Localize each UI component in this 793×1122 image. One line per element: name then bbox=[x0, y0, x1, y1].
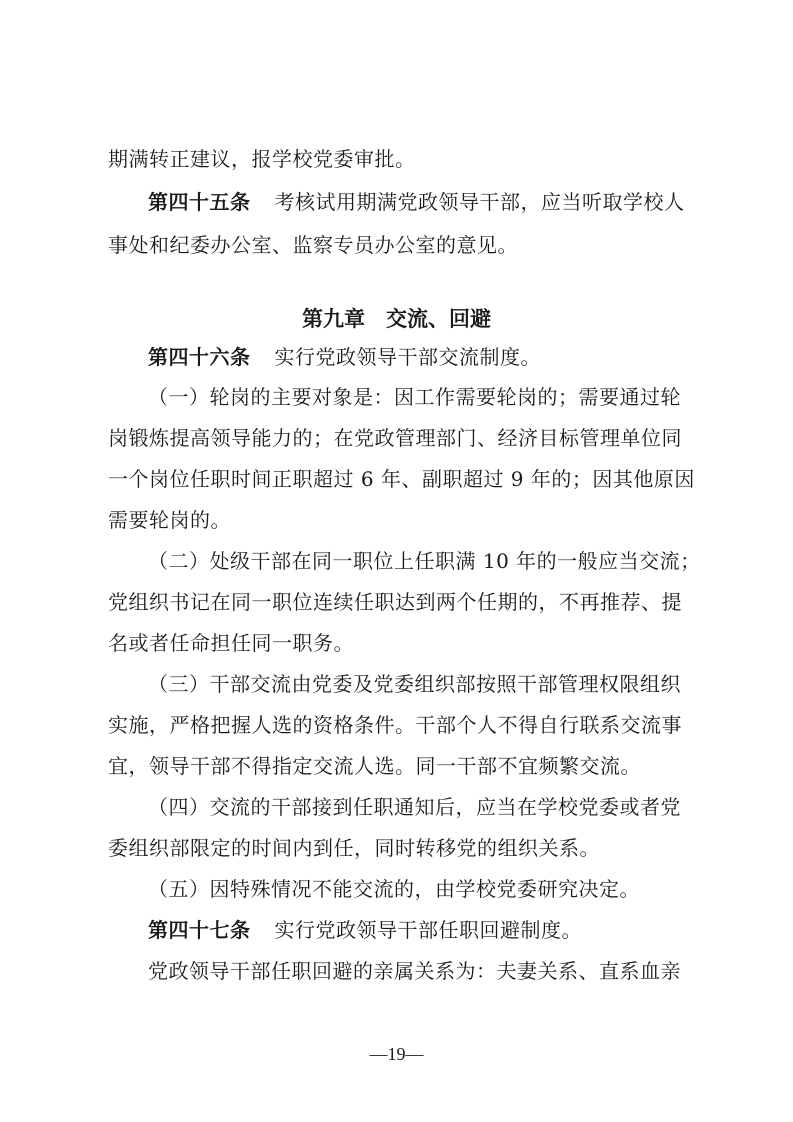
article-45 bbox=[148, 190, 698, 214]
article-text: 实行党政领导干部交流制度。 bbox=[274, 345, 541, 369]
article-number: 第四十五条 bbox=[148, 190, 251, 214]
paragraph-line: 党组织书记在同一职位连续任职达到两个任期的，不再推荐、提 bbox=[108, 590, 682, 614]
paragraph-line: （一）轮岗的主要对象是：因工作需要轮岗的；需要通过轮 bbox=[148, 385, 681, 409]
paragraph-line: 需要轮岗的。 bbox=[108, 508, 231, 532]
paragraph-line: 名或者任命担任同一职务。 bbox=[108, 631, 354, 655]
chapter-title: 第九章 交流、回避 bbox=[302, 306, 491, 331]
article-text: 实行党政领导干部任职回避制度。 bbox=[274, 918, 582, 942]
article-number: 第四十七条 bbox=[148, 918, 251, 942]
paragraph-line: 委组织部限定的时间内到任，同时转移党的组织关系。 bbox=[108, 836, 600, 860]
article-46 bbox=[148, 345, 698, 369]
paragraph-line: （五）因特殊情况不能交流的，由学校党委研究决定。 bbox=[148, 877, 640, 901]
article-text: 考核试用期满党政领导干部，应当听取学校人 bbox=[274, 190, 685, 214]
page-number: —19— bbox=[369, 1044, 424, 1064]
paragraph-line: 实施，严格把握人选的资格条件。干部个人不得自行联系交流事 bbox=[108, 713, 682, 737]
article-number: 第四十六条 bbox=[148, 345, 251, 369]
paragraph-line: （四）交流的干部接到任职通知后，应当在学校党委或者党 bbox=[148, 795, 681, 819]
paragraph-line: 党政领导干部任职回避的亲属关系为：夫妻关系、直系血亲 bbox=[148, 959, 681, 983]
paragraph-line: 期满转正建议，报学校党委审批。 bbox=[108, 147, 416, 171]
paragraph-line: （三）干部交流由党委及党委组织部按照干部管理权限组织 bbox=[148, 672, 681, 696]
paragraph-line: （二）处级干部在同一职位上任职满 10 年的一般应当交流； bbox=[148, 549, 701, 573]
paragraph-line: 一个岗位任职时间正职超过 6 年、副职超过 9 年的；因其他原因 bbox=[108, 467, 695, 491]
paragraph-line: 事处和纪委办公室、监察专员办公室的意见。 bbox=[108, 233, 518, 257]
paragraph-line: 岗锻炼提高领导能力的；在党政管理部门、经济目标管理单位同 bbox=[108, 426, 682, 450]
paragraph-line: 宜，领导干部不得指定交流人选。同一干部不宜频繁交流。 bbox=[108, 754, 641, 778]
article-47 bbox=[148, 918, 698, 942]
